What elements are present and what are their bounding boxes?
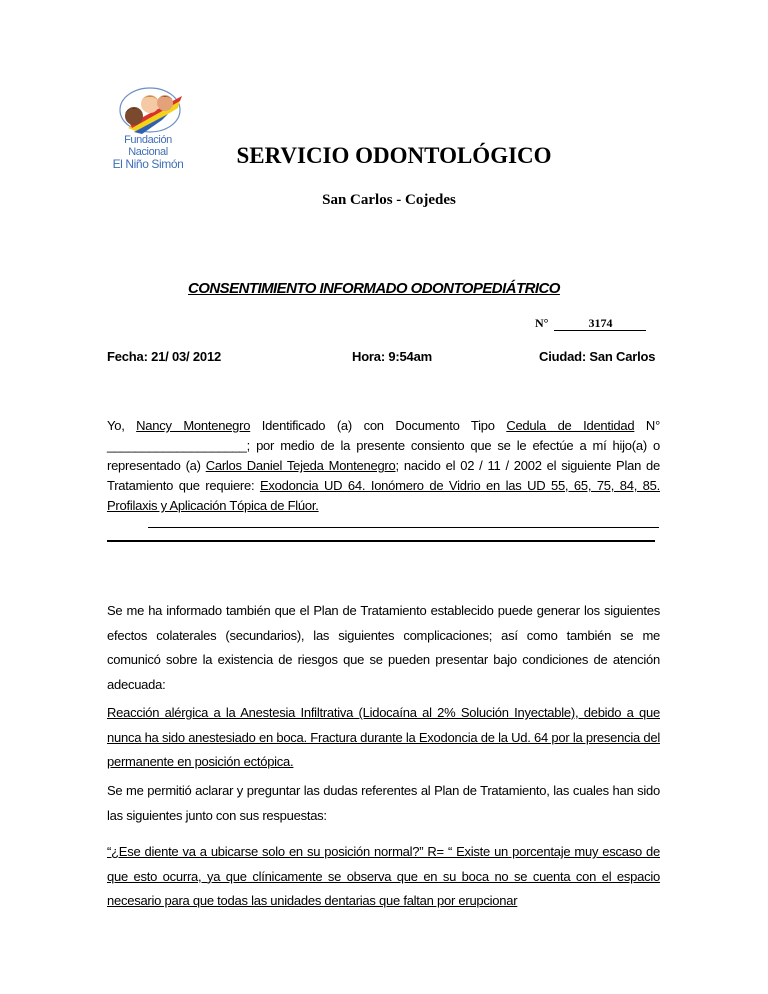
form-number-label: N° [535,316,549,330]
guardian-name: Nancy Montenegro [136,418,251,433]
date-field: Fecha: 21/ 03/ 2012 [107,349,221,364]
logo-line-1: Fundación Nacional [124,134,172,158]
children-logo-icon [108,86,188,136]
consent-text: Identificado (a) con Documento Tipo [250,418,507,433]
page-title: SERVICIO ODONTOLÓGICO [236,143,552,168]
consent-heading: CONSENTIMIENTO INFORMADO ODONTOPEDIÁTRICO [188,280,560,297]
treatment-plan: Exodoncia UD 64. Ionómero de Vidrio en las UD 55, 65, 75, 84, 85. Profilaxis y Aplicación Tópica de Flúor. [107,478,660,513]
risks-list: Reacción alérgica a la Anestesia Infiltrativa (Lidocaína al 2% Solución Inyectable), debido a que nunca ha sido anestesiado en boca. Fractura durante la Exodoncia de la Ud. 64 por la presencia del permanente en posición ectópica. [107,705,660,769]
form-number [535,316,646,331]
time-field: Hora: 9:54am [352,349,432,364]
fill-line [107,540,655,542]
consent-text: N° [634,418,661,433]
logo-line-2: El Niño Simón [112,157,184,171]
city-field: Ciudad: San Carlos [539,349,656,364]
document-number-blank: ____________________ [107,438,247,453]
consent-text: Yo, [107,418,137,433]
fill-line [148,527,659,528]
consent-text: ; por medio de la presente consiento que se le efectúe a mí hijo(a) o representado (a) [107,438,660,473]
question-answer: “¿Ese diente va a ubicarse solo en su posición normal?” R= “ Existe un porcentaje muy escaso de que esto ocurra, ya que clínicamente se observa que en su boca no se cuenta con el espacio necesario para que todas las unidades dentarias que faltan por erupcionar [107,844,660,908]
document-type: Cedula de Identidad [506,418,635,433]
form-number-value: 3174 [554,317,646,331]
effects-intro: Se me ha informado también que el Plan de Tratamiento establecido puede generar los siguientes efectos colaterales (secundarios), las siguientes complicaciones; así como también se me comunicó sobre la existencia de riesgos que se pueden presentar bajo condiciones de atención adecuada: [107,603,660,692]
patient-name: Carlos Daniel Tejeda Montenegro [205,458,396,473]
questions-intro: Se me permitió aclarar y preguntar las dudas referentes al Plan de Tratamiento, las cuales han sido las siguientes junto con sus respuestas: [107,783,660,823]
consent-paragraph [107,416,660,516]
page-subtitle: San Carlos - Cojedes [322,192,456,208]
consent-text: ; nacido el 02 / 11 / 2002 el siguiente Plan de Tratamiento que requiere: [107,458,660,493]
